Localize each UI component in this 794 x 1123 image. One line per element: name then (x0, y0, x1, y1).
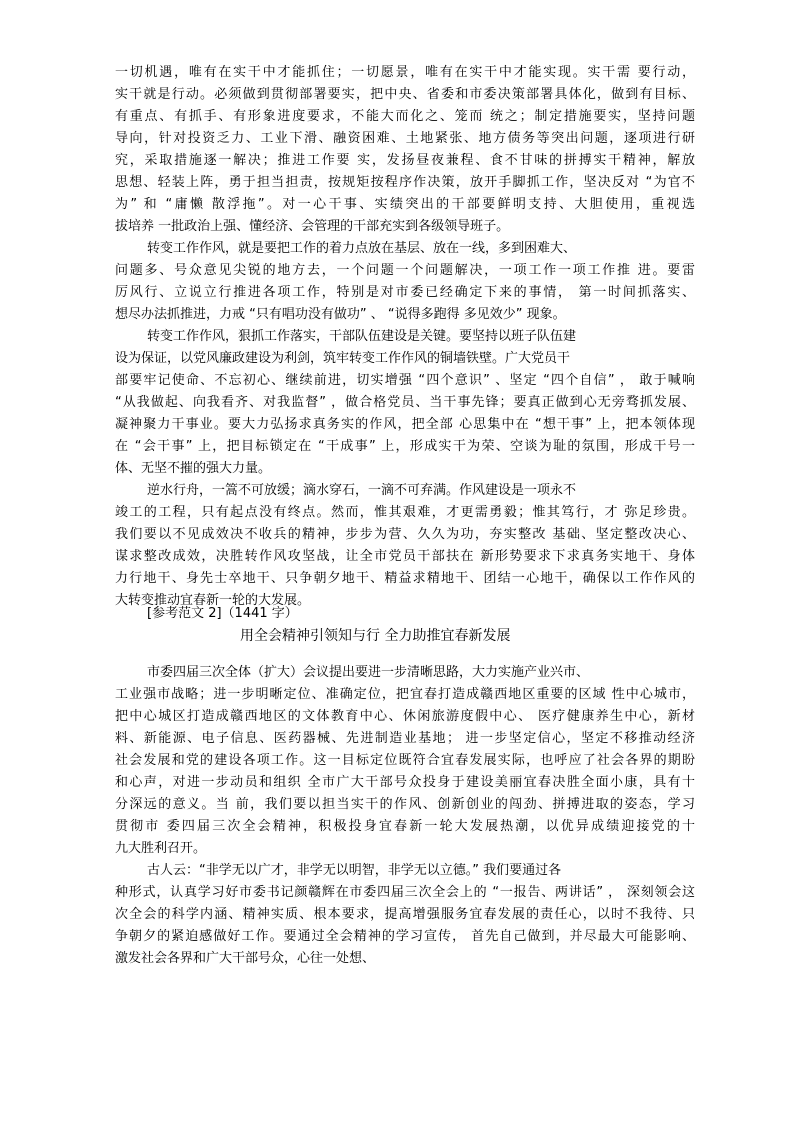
body-text-line: 大转变推动宜春新一轮的大发展。 (115, 593, 311, 608)
body-text-line: 究，采取措施逐一解决；推进工作要 实，发扬昼夜兼程、食不甘味的拼搏实干精神，解放 (115, 153, 695, 168)
paragraph-first-line: 古人云：“非学无以广才，非学无以明智，非学无以立德。” 我们要通过各 (147, 863, 562, 878)
body-text-line: 谋求整改成效，决胜转作风攻坚战，让全市党员干部扶在 新形势要求下求真务实地干、身体 (115, 549, 695, 564)
body-text-line: 导向，针对投资乏力、工业下滑、融资困难、土地紧张、地方债务等突出问题，逐项进行研 (115, 131, 695, 146)
body-text-line: 分深远的意义。当 前，我们要以担当实干的作风、创新创业的闯劲、拼搏进取的姿态，学习 (115, 797, 695, 812)
body-text-line: 九大胜利召开。 (115, 841, 207, 856)
body-text-line: 在 “会干事” 上，把目标锁定在 “干成事” 上，形成实干为荣、空谈为耻的氛围，形成干号一 (115, 439, 695, 454)
body-text-line: 力行地干、身先士卒地干、只争朝夕地干、精益求精地干、团结一心地干，确保以工作作风的 (115, 571, 695, 586)
body-text-line: 实干就是行动。必须做到贯彻部署要实，把中央、省委和市委决策部署具体化，做到有目标、 (115, 87, 695, 102)
body-text-line: 激发社会各界和广大干部号众，心往一处想、 (115, 951, 376, 966)
body-text-line: “从我做起、向我看齐、对我监督” ，做合格党员、当干事先锋；要真正做到心无旁骛抓发展、 (115, 395, 695, 410)
body-text-line: 一切机遇，唯有在实干中才能抓住；一切愿景，唯有在实干中才能实现。实干需 要行动， (115, 65, 695, 80)
body-text-line: 部要牢记使命、不忘初心、继续前进，切实增强 “四个意识” 、坚定 “四个自信” ， 敢于喊响 (115, 373, 695, 388)
body-text-line: 厉风行、立说立行推进各项工作，特别是对市委已经确定下来的事情， 第一时间抓落实、 (115, 285, 695, 300)
body-text-line: 体、无坚不摧的强大力量。 (115, 461, 272, 476)
body-text-line: 问题多、号众意见尖锐的地方去，一个问题一个问题解决，一项工作一项工作推 进。要雷 (115, 263, 695, 278)
body-text-line: 我们要以不见成效决不收兵的精神，步步为营、久久为功，夯实整改 基础、坚定整改决心、 (115, 527, 695, 542)
body-text-line: 想尽办法抓推进，力戒 “只有唱功没有做功” 、 “说得多跑得 多见效少” 现象。 (115, 307, 566, 322)
body-text-line: 争朝夕的紧迫感做好工作。要通过全会精神的学习宣传， 首先自己做到，并尽最大可能影响、 (115, 929, 695, 944)
reference-label: [参考范文 2]（1441 字） (147, 606, 298, 621)
body-text-line: 种形式，认真学习好市委书记颜赣辉在市委四届三次全会上的 “一报告、两讲话” ， 深刻领会这 (115, 885, 695, 900)
body-text-line: 设为保证，以党风廉政建设为利剑，筑牢转变工作作风的铜墙铁壁。广大党员干 (115, 351, 571, 366)
paragraph-first-line: 转变工作作风，就是要把工作的着力点放在基层、放在一线，多到困难大、 (147, 241, 577, 256)
body-text-line: 次全会的科学内涵、精神实质、根本要求，提高增强服务宜春发展的责任心，以时不我待、只 (115, 907, 695, 922)
body-text-line: 和心声，对进一步动员和组织 全市广大干部号众投身于建设美丽宜春决胜全面小康，具有十 (115, 775, 695, 790)
body-text-line: 拔培养 一批政治上强、懂经济、会管理的干部充实到各级领导班子。 (115, 219, 510, 234)
body-text-line: 把中心城区打造成赣西地区的文体教育中心、休闲旅游度假中心、 医疗健康养生中心，新材 (115, 709, 695, 724)
body-text-line: 工业强市战略；进一步明晰定位、准确定位，把宜春打造成赣西地区重要的区域 性中心城市， (115, 687, 695, 702)
paragraph-first-line: 逆水行舟，一篙不可放缓；滴水穿石，一滴不可弃满。作风建设是一项永不 (147, 483, 577, 498)
body-text-line: 有重点、有抓手、有形象进度要求，不能大而化之、笼而 统之；制定措施要实，坚持问题 (115, 109, 695, 124)
body-text-line: 社会发展和党的建设各项工作。这一目标定位既符合宜春发展实际，也呼应了社会各界的期盼 (115, 753, 695, 768)
paragraph-first-line: 转变工作作风，狠抓工作落实，干部队伍建设是关键。要坚持以班子队伍建 (147, 329, 577, 344)
body-text-line: 贯彻市 委四届三次全会精神，积极投身宜春新一轮大发展热潮，以优异成绩迎接党的十 (115, 819, 695, 834)
body-text-line: 竣工的工程，只有起点没有终点。然而，惟其艰难，才更需勇毅；惟其笃行，才 弥足珍贵。 (115, 505, 695, 520)
body-text-line: 凝神聚力干事业。要大力弘扬求真务实的作风，把全部 心思集中在 “想干事” 上，把本领体现 (115, 417, 695, 432)
body-text-line: 思想、轻装上阵，勇于担当担责，按规矩按程序作决策，放开手脚抓工作，坚决反对 “为官不 (115, 175, 695, 190)
body-text-line: 料、新能源、电子信息、医药器械、先进制造业基地； 进一步坚定信心，坚定不移推动经济 (115, 731, 695, 746)
paragraph-first-line: 市委四届三次全体（扩大）会议提出要进一步清晰思路，大力实施产业兴市、 (147, 665, 590, 680)
body-text-line: 为” 和 “庸懒 散浮拖”。对一心干事、实绩突出的干部要鲜明支持、大胆使用，重视选 (115, 197, 695, 212)
article-title: 用全会精神引领知与行 全力助推宜春新发展 (240, 628, 511, 644)
